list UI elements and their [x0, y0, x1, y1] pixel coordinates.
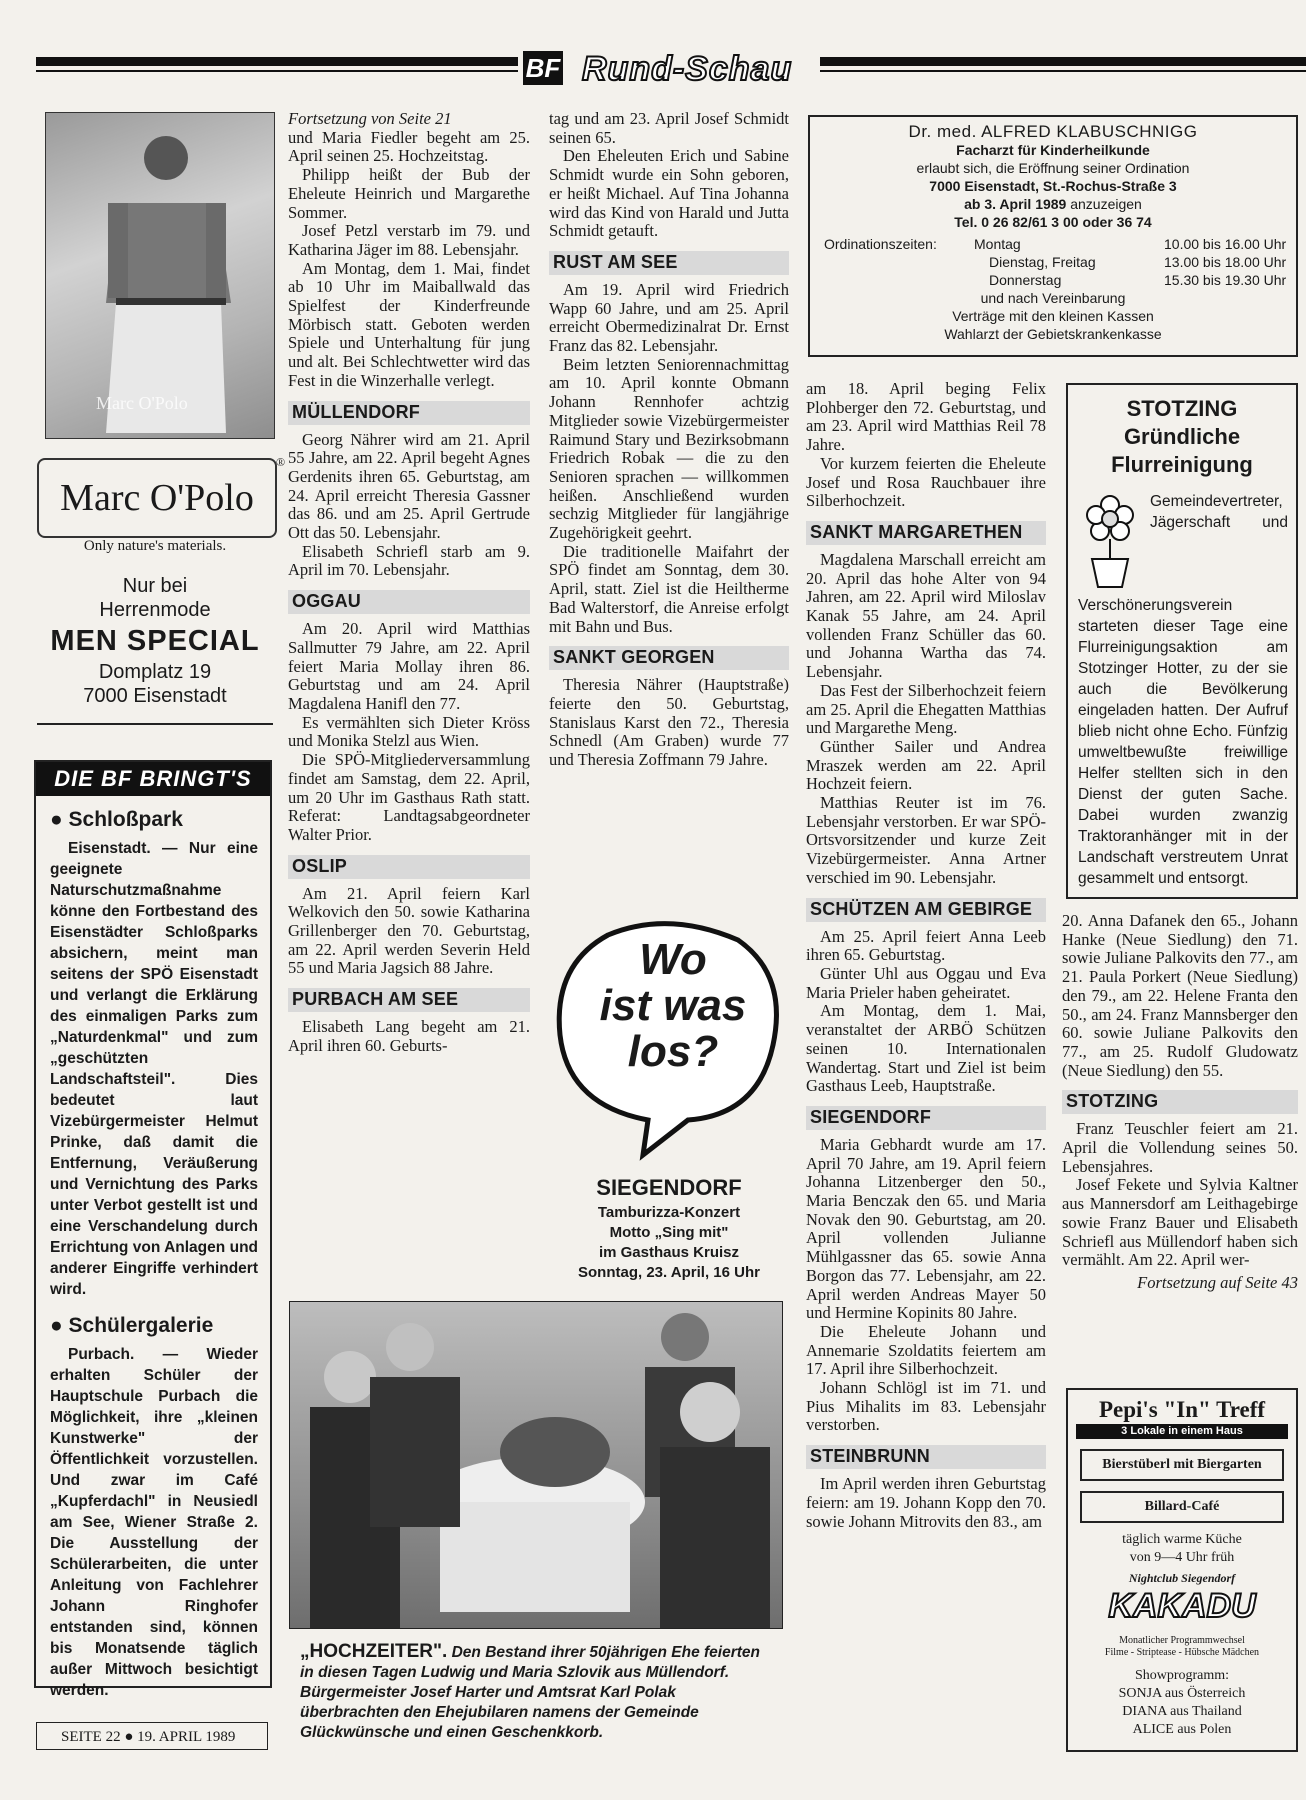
article-text: Theresia Nährer (Hauptstraße) feierte den 50. Geburtstag, Stanislaus Karst den 72., Theresia Schnedl (Am Graben) wurde 77 und Theresia Zoffmann 79 Jahre. — [549, 675, 789, 770]
photo-people-illustration — [290, 1302, 782, 1628]
hours-label: Ordinationszeiten: — [824, 236, 937, 252]
doctor-line: erlaubt sich, die Eröffnung seiner Ordination — [916, 160, 1190, 176]
article-text: Die SPÖ-Mitgliederversammlung findet am Samstag, dem 22. April, um 20 Uhr im Gasthaus Rath statt. Referat: Landtagsabgeordneter Walter Prior. — [288, 750, 530, 844]
pepis-box-2: Billard-Café — [1080, 1491, 1284, 1523]
article-text: Im April werden ihren Geburtstag feiern: am 19. Johann Kopp den 70. sowie Johann Mitrovits den 83., am — [806, 1474, 1046, 1531]
kakadu-name: KAKADU — [1108, 1587, 1256, 1625]
stotzing-subtitle: Gründliche — [1123, 424, 1241, 449]
shop-name: MEN SPECIAL — [50, 625, 260, 657]
pepis-line: Monatlicher Programmwechsel — [1119, 1635, 1245, 1646]
article-text: und Maria Fiedler begeht am 25. April seinen 25. Hochzeitstag. — [288, 127, 530, 166]
doctor-line: Verträge mit den kleinen Kassen — [952, 308, 1154, 324]
photo-caption: Marc O'Polo — [96, 393, 188, 413]
article-text: Am Montag, dem 1. Mai, veranstaltet der ARBÖ Schützen seinen 10. Internationalen Wandertag. Start und Ziel ist beim Gasthaus Leeb, Hauptstraße. — [806, 1001, 1046, 1096]
event-line: Motto „Sing mit" — [609, 1224, 729, 1241]
wedding-photo — [289, 1301, 783, 1629]
doctor-date — [810, 195, 1296, 213]
hours-time: 13.00 bis 18.00 Uhr — [1164, 254, 1287, 270]
article-text: Am 25. April feiert Anna Leeb ihren 65. Geburtstag. — [806, 926, 1046, 965]
heading-schuetzen: SCHÜTZEN AM GEBIRGE — [806, 898, 1046, 922]
photo-caption — [300, 1642, 778, 1743]
bubble-text — [588, 937, 758, 1075]
pepis-line: Filme - Striptease - Hübsche Mädchen — [1104, 1647, 1260, 1658]
article-text: Maria Gebhardt wurde am 17. April 70 Jahre, am 19. April feiern Johanna Litzenberger den 50., Maria Benczak den 65. und Maria Novak den 90. Geburtstag, am 20. April vollenden Julianne Mühlgassner das 65. sowie Anna Borgon das 77. Lebensjahr, am 22. April werden Andreas Mayer 50 und Hermine Kopinits 80 Jahre. — [806, 1134, 1046, 1323]
kakadu-logo — [1068, 1571, 1296, 1635]
article-text: Das Fest der Silberhochzeit feiern am 25. April die Ehegatten Matthias und Margarethe Meng. — [806, 680, 1046, 738]
pepis-ad — [1066, 1388, 1298, 1752]
schlosspark-title: Schloßpark — [68, 808, 183, 831]
bringts-box — [34, 760, 272, 1699]
heading-siegendorf: SIEGENDORF — [806, 1106, 1046, 1130]
pepis-line: von 9—4 Uhr früh — [1129, 1550, 1235, 1565]
schuelergalerie-title: Schülergalerie — [68, 1314, 214, 1337]
column-2 — [288, 110, 530, 1056]
event-town: SIEGENDORF — [596, 1175, 742, 1200]
schlosspark-heading — [50, 808, 258, 832]
caption-title: „HOCHZEITER". — [300, 1641, 448, 1662]
article-text: Josef Fekete und Sylvia Kaltner aus Mannersdorf am Leithagebirge sowie Franz Bauer und Elisabeth Schriefl aus Müllendorf haben sich vermählt. Am 22. April wer- — [1062, 1175, 1298, 1270]
pepis-title: Pepi's "In" Treff — [1098, 1397, 1266, 1422]
heading-purbach: PURBACH AM SEE — [288, 988, 530, 1012]
pepis-line: täglich warme Küche — [1122, 1532, 1242, 1547]
continued-from: Fortsetzung von Seite 21 — [288, 109, 452, 128]
article-text: Beim letzten Seniorennachmittag am 10. April konnte Obmann Johann Rennhofer achtzig Mitglieder sowie Vizebürgermeister Raimund Stary und Bezirksobmann Friedrich Robak — die zu den Senioren sprachen — willkommen heißen. Anschließend wurden sechzig Mitglieder für langjährige Zugehörigkeit geehrt. — [549, 354, 789, 543]
column-4 — [806, 380, 1046, 1531]
doctor-phone: Tel. 0 26 82/61 3 00 oder 36 74 — [954, 214, 1152, 230]
marco-shop-info — [37, 574, 273, 708]
article-text: Franz Teuschler feiert am 21. April die Vollendung seines 50. Lebensjahres. — [1062, 1119, 1298, 1176]
doctor-ad — [808, 115, 1298, 357]
article-text: Am Montag, dem 1. Mai, findet ab 10 Uhr im Maiballwald das Spielfest der Kinderfreunde Mörbisch statt. Geboten werden Spiele und Unterhaltung für jung und alt. Bei Schlechtwetter wird das Fest in die Winzerhalle verlegt. — [288, 258, 530, 390]
event-line: im Gasthaus Kruisz — [598, 1244, 740, 1261]
caption-text: Den Bestand ihrer 50jährigen Ehe feierten in diesen Tagen Ludwig und Maria Szlovik aus Müllendorf. Bürgermeister Josef Harter und Amtsrat Karl Polak überbrachten den Ehejubilaren namens der Gemeinde Glückwünsche und einen Geschenkkorb. — [300, 1644, 760, 1741]
article-text: am 18. April beging Felix Plohberger den 72. Geburtstag, und am 23. April wird Matthias Reil 78 Jahre. — [806, 379, 1046, 455]
doctor-spec: Facharzt für Kinderheilkunde — [956, 142, 1150, 158]
header-rule-left — [36, 57, 518, 66]
pepis-prog: Showprogramm: — [1134, 1668, 1230, 1683]
doctor-date-bold: ab 3. April 1989 — [964, 196, 1067, 212]
marco-logo-box — [37, 458, 277, 538]
article-text: Die traditionelle Maifahrt der SPÖ findet am Sonntag, dem 30. April, statt. Ziel ist die Heiltherme Bad Walterstorf, die Anreise erfolgt mit Bahn und Bus. — [549, 541, 789, 636]
stotzing-box — [1066, 383, 1298, 899]
heading-rust: RUST AM SEE — [549, 251, 789, 275]
article-text: Vor kurzem feierten die Eheleute Josef und Rosa Rauchbauer ihre Silberhochzeit. — [806, 453, 1046, 511]
heading-oslip: OSLIP — [288, 855, 530, 879]
doctor-line: und nach Vereinbarung — [980, 290, 1126, 306]
article-text: Philipp heißt der Bub der Eheleute Heinrich und Margarethe Sommer. — [288, 165, 530, 222]
pepis-sub: 3 Lokale in einem Haus — [1076, 1424, 1288, 1439]
ad-divider — [37, 723, 273, 725]
schuelergalerie-heading — [50, 1314, 258, 1338]
kakadu-arc: Nightclub Siegendorf — [1128, 1571, 1236, 1585]
article-text: 20. Anna Dafanek den 65., Johann Hanke (Neue Siedlung) den 71. sowie Juliane Palkovits den 77., am 21. Paula Porkert (Neue Siedlung) den 79., am 22. Helene Franta den 50., am 24. Franz Mannsberger den 60. sowie Juliane Palkovits den 77., am 25. Rudolf Gludowatz (Neue Siedlung) den 55. — [1062, 911, 1299, 1080]
article-text: Am 21. April feiern Karl Welkovich den 50. sowie Katharina Grillenberger den 70. Geburtstag, am 22. April werden Severin Held 55 und Maria Jagsich 88 Jahre. — [288, 883, 530, 978]
article-text: Günther Sailer und Andrea Mraszek werden am 22. April Hochzeit feiern. — [806, 736, 1046, 794]
schuelergalerie-text: Purbach. — Wieder erhalten Schüler der Hauptschule Purbach die Möglichkeit, ihre „kleinen Kunstwerke" der Öffentlichkeit vorzustellen. Und zwar im Café „Kupferdachl" in Neusiedl am See, Wiener Straße 2. Die Ausstellung der Schülerarbeiten, die unter Anleitung von Fachlehrer Johann Ringhofer entstanden sind, können bis Monatsende täglich außer Mittwoch besichtigt werden. — [50, 1346, 258, 1699]
heading-stotzing: STOTZING — [1062, 1090, 1298, 1114]
hours-day: Montag — [974, 236, 1021, 252]
heading-steinbrunn: STEINBRUNN — [806, 1445, 1046, 1469]
continued-on: Fortsetzung auf Seite 43 — [1137, 1272, 1298, 1292]
schlosspark-text: Eisenstadt. — Nur eine geeignete Naturschutzmaßnahme könne den Fortbestand des Eisenstädter Schloßparks absichern, meint man seitens der SPÖ Eisenstadt und verlangt die Erklärung des einmaligen Parks zum „Naturdenkmal" und zum „geschützten Landschaftsteil". Dies bedeutet laut Vizebürgermeister Helmut Prinke, daß damit die Entfernung, Veräußerung und Vernichtung des Parks unter Verbot gestellt ist und eine Verschandelung durch Errichtung von Anlagen und anderer Eingriffe verhindert wird. — [50, 840, 258, 1298]
header-rule-left-thin — [36, 70, 518, 72]
stotzing-text: Gemeindevertreter, Jägerschaft und Verschönerungsverein starteten dieser Tage eine Flurreinigungsaktion am Stotzinger Hotter, zu der sie auch die Bevölkerung eingeladen hatten. Der Aufruf blieb nicht ohne Echo. Fünfzig umweltbewußte freiwillige Helfer stellten sich in den Dienst der guten Sache. Dabei wurden zwanzig Traktoranhänger mit in der Landschaft verstreutem Unrat gesammelt und entsorgt. — [1078, 493, 1288, 887]
article-text: Es vermählten sich Dieter Kröss und Monika Stelzl aus Wien. — [288, 712, 530, 751]
hours-day: Dienstag, Freitag — [989, 254, 1096, 270]
doctor-date-rest: anzuzeigen — [1070, 196, 1142, 212]
pepis-artist: DIANA aus Thailand — [1122, 1704, 1242, 1719]
wo-ist-was-los-box — [548, 915, 790, 1285]
pepis-artist: ALICE aus Polen — [1132, 1722, 1232, 1737]
article-text: Elisabeth Lang begeht am 21. April ihren 60. Geburts- — [288, 1017, 530, 1055]
article-text: Josef Petzl verstarb im 79. und Katharina Jäger im 88. Lebensjahr. — [288, 221, 530, 259]
shop-street: Domplatz 19 — [98, 661, 212, 683]
bullet-icon: ● — [50, 1314, 69, 1337]
article-text: Magdalena Marschall erreicht am 20. April das hohe Alter von 94 Jahren, am 22. April wird Miloslav Kanak 55 Jahre, am 24. April vollenden Franz Schüller das 60. und Johanna Wartha das 74. Lebensjahr. — [806, 549, 1046, 682]
article-text: Die Eheleute Johann und Annemarie Szoldatits feiertem am 17. April ihre Silberhochzeit. — [806, 1321, 1046, 1379]
stotzing-subtitle: Flurreinigung — [1111, 452, 1253, 477]
registered-mark: ® — [276, 455, 286, 469]
article-text: Johann Schlögl ist im 71. und Pius Mihalits im 83. Lebensjahr verstorben. — [806, 1378, 1046, 1435]
doctor-name: Dr. med. ALFRED KLABUSCHNIGG — [908, 122, 1198, 141]
event-line: Sonntag, 23. April, 16 Uhr — [578, 1264, 760, 1281]
flower-pot-icon — [1078, 491, 1142, 591]
bf-logo: BF — [523, 51, 563, 85]
shop-city: 7000 Eisenstadt — [83, 685, 227, 707]
nur-bei: Nur bei — [122, 575, 188, 597]
column-5 — [1062, 912, 1298, 1293]
article-text: Georg Nährer wird am 21. April 55 Jahre, am 22. April begeht Agnes Gerdenits ihren 65. Geburtstag, am 24. April erreicht Theresia Gassner das 86. und am 25. April Gertrude Ott das 50. Lebensjahr. — [288, 429, 530, 543]
hours-time: 15.30 bis 19.30 Uhr — [1164, 272, 1287, 288]
event-info — [548, 1173, 790, 1283]
bubble-line: los? — [627, 1027, 719, 1076]
hours-day: Donnerstag — [989, 272, 1062, 288]
column-3 — [549, 110, 789, 770]
article-text: Am 20. April wird Matthias Sallmutter 79 Jahre, am 22. April feiert Maria Mollay ihren 86. Geburtstag und am 24. April Magdalena Hanifl den 77. — [288, 619, 530, 713]
marco-tagline: Only nature's materials. — [83, 538, 227, 554]
stotzing-title: STOTZING — [1126, 396, 1238, 421]
marco-photo — [45, 112, 275, 439]
section-title: Rund-Schau — [582, 50, 793, 88]
article-text: tag und am 23. April Josef Schmidt seinen 65. — [549, 109, 789, 147]
heading-muellendorf: MÜLLENDORF — [288, 401, 530, 425]
heading-georgen: SANKT GEORGEN — [549, 646, 789, 670]
bubble-line: ist was — [599, 981, 747, 1030]
header-rule-right — [820, 57, 1306, 66]
pepis-box-1: Bierstüberl mit Biergarten — [1080, 1449, 1284, 1481]
article-text: Matthias Reuter ist im 76. Lebensjahr verstorben. Er war SPÖ-Ortsvorsitzender und kurze Zeit Vizebürgermeister. Anna Artner verschied im 90. Lebensjahr. — [806, 793, 1046, 887]
hours-time: 10.00 bis 16.00 Uhr — [1164, 236, 1287, 252]
heading-oggau: OGGAU — [288, 590, 530, 614]
article-text: Am 19. April wird Friedrich Wapp 60 Jahre, und am 25. April erreicht Obermedizinalrat Dr. Ernst Franz das 82. Lebensjahr. — [549, 279, 789, 356]
heading-margarethen: SANKT MARGARETHEN — [806, 521, 1046, 545]
article-text: Günter Uhl aus Oggau und Eva Maria Prieler haben geheiratet. — [806, 963, 1046, 1002]
herrenmode: Herrenmode — [99, 599, 211, 621]
doctor-address: 7000 Eisenstadt, St.-Rochus-Straße 3 — [929, 178, 1177, 194]
event-line: Tamburizza-Konzert — [597, 1204, 741, 1221]
hours-table — [824, 235, 1296, 289]
bubble-line: Wo — [639, 935, 707, 984]
bringts-title: DIE BF BRINGT'S — [36, 762, 270, 796]
article-text: Elisabeth Schriefl starb am 9. April im 70. Lebensjahr. — [288, 541, 530, 580]
doctor-line: Wahlarzt der Gebietskrankenkasse — [944, 326, 1162, 342]
stotzing-headline — [1068, 395, 1296, 479]
bullet-icon: ● — [50, 808, 69, 831]
pepis-artist: SONJA aus Österreich — [1118, 1686, 1246, 1701]
marco-brand: Marc O'Polo — [60, 477, 254, 519]
article-text: Den Eheleuten Erich und Sabine Schmidt wurde ein Sohn geboren, er heißt Michael. Auf Tina Johanna wird das Kind von Harald und Jutta Schmidt getauft. — [549, 146, 789, 241]
page-footer: SEITE 22 ● 19. APRIL 1989 — [36, 1722, 268, 1750]
header-rule-right-thin — [820, 70, 1306, 72]
man-figure-illustration — [46, 113, 274, 438]
